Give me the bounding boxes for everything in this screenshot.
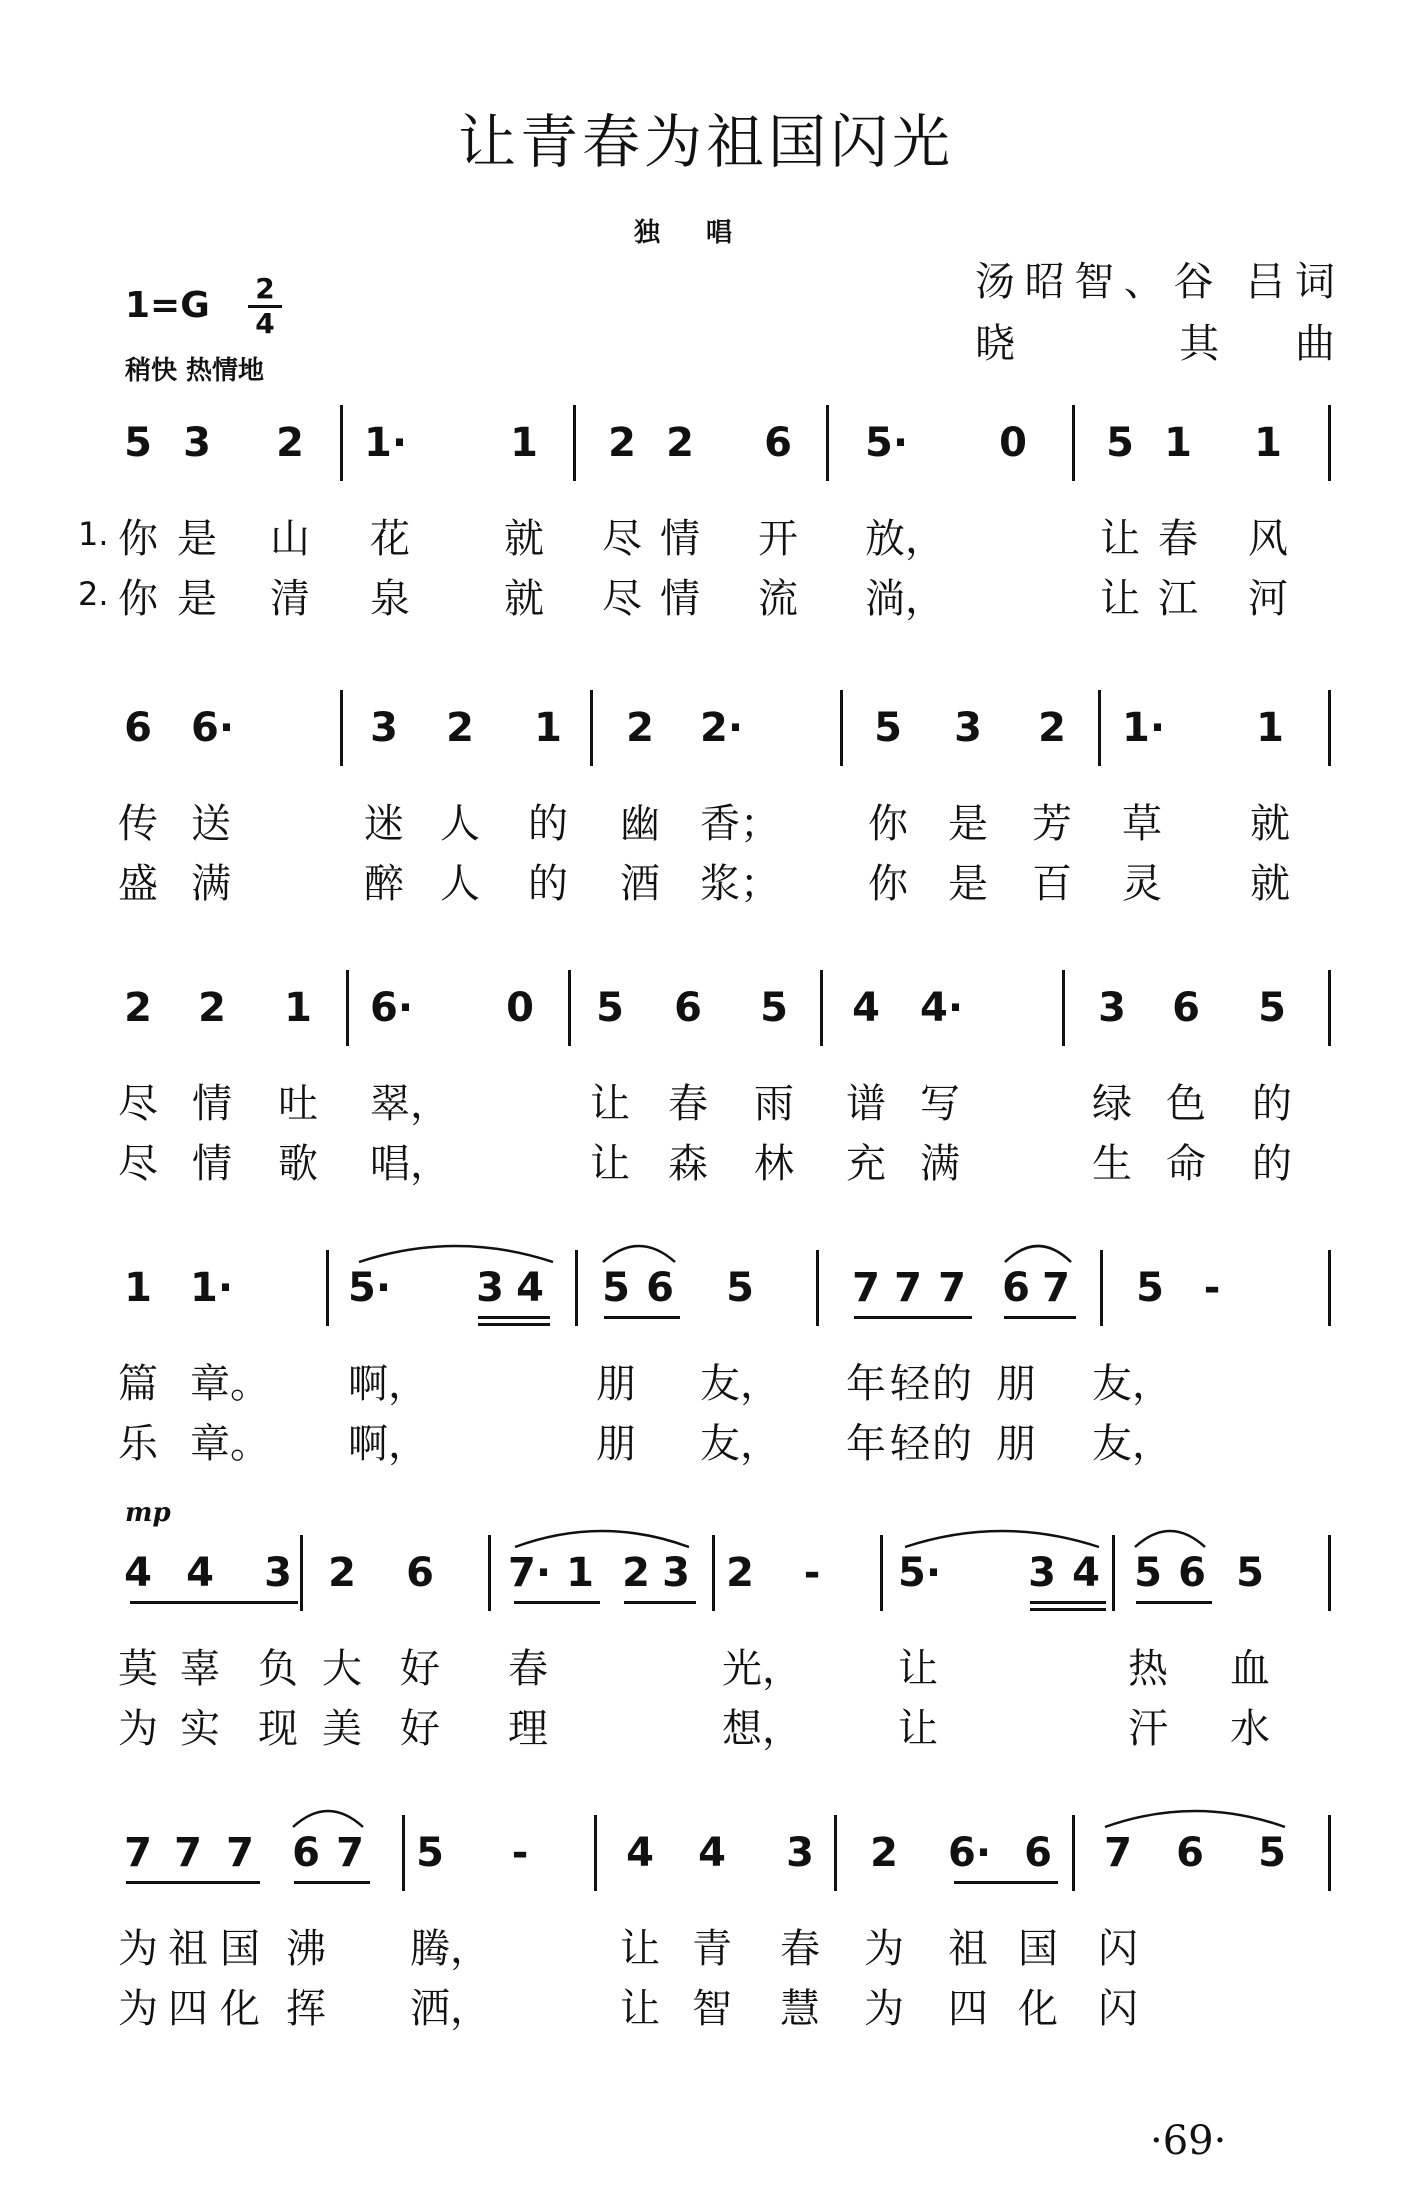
note: 5 <box>874 705 902 751</box>
lyric-char: 让 <box>620 1926 660 1972</box>
lyric-char: 让 <box>1100 516 1140 562</box>
lyric-char: 情 <box>660 576 700 622</box>
lyric-char: 四 <box>168 1986 208 2032</box>
note: 2 <box>608 420 636 466</box>
note: 6 <box>1024 1830 1052 1876</box>
lyric-char: 年 <box>846 1421 886 1467</box>
note: 3 <box>954 705 982 751</box>
note: 2· <box>700 705 744 751</box>
tempo-marking: 稍快 热情地 <box>125 356 265 386</box>
beam-underline <box>126 1881 260 1884</box>
lyric-char: 祖 <box>168 1926 208 1972</box>
score-line-1 <box>0 405 1412 655</box>
lyric-char: 好 <box>400 1646 440 1692</box>
note: 5 <box>596 985 624 1031</box>
note: 3 <box>786 1830 814 1876</box>
lyric-char: 河 <box>1248 576 1288 622</box>
barline <box>1062 970 1065 1046</box>
lyric-char: 花 <box>370 516 410 562</box>
note: 3 <box>476 1265 504 1311</box>
lyric-char: 让 <box>590 1141 630 1187</box>
lyric-char: 香； <box>700 801 780 847</box>
note: 4 <box>186 1550 214 1596</box>
lyric-char: 让 <box>1100 576 1140 622</box>
lyric-char: 灵 <box>1122 861 1162 907</box>
note: 5 <box>416 1830 444 1876</box>
note: 6 <box>764 420 792 466</box>
note: 1· <box>1122 705 1166 751</box>
note: 2 <box>726 1550 754 1596</box>
lyric-char: 青 <box>692 1926 732 1972</box>
lyric-char: 国 <box>220 1926 260 1972</box>
lyric-char: 你 <box>118 516 158 562</box>
score-line-5 <box>0 1535 1412 1785</box>
note: 1 <box>510 420 538 466</box>
note: 6 <box>646 1265 674 1311</box>
lyric-char: 是 <box>948 861 988 907</box>
page-number: ·69· <box>1150 2118 1227 2164</box>
note: 5 <box>760 985 788 1031</box>
slur <box>601 1236 677 1266</box>
lyric-char: 为 <box>118 1926 158 1972</box>
lyric-char: 为 <box>864 1926 904 1972</box>
song-title: 让青春为祖国闪光 <box>457 108 954 176</box>
lyric-char: 莫 <box>118 1646 158 1692</box>
lyric-char: 流 <box>758 576 798 622</box>
meter-bottom: 4 <box>255 307 275 340</box>
note: 2 <box>1038 705 1066 751</box>
lyric-char: 是 <box>948 801 988 847</box>
beam-underline <box>1004 1316 1076 1319</box>
lyric-char: 轻 <box>890 1361 930 1407</box>
lyric-char: 色 <box>1166 1081 1206 1127</box>
note: 5 <box>1134 1550 1162 1596</box>
lyric-char: 人 <box>440 801 480 847</box>
note: 7 <box>174 1830 202 1876</box>
barline <box>1072 405 1075 481</box>
note: 5· <box>348 1265 392 1311</box>
lyric-char: 满 <box>191 861 231 907</box>
beam-underline <box>624 1601 696 1604</box>
lyric-char: 想， <box>722 1706 802 1752</box>
lyric-char: 淌， <box>865 576 945 622</box>
lyric-char: 春 <box>780 1926 820 1972</box>
lyric-char: 洒， <box>410 1986 490 2032</box>
score-line-2 <box>0 690 1412 940</box>
note: 6· <box>370 985 414 1031</box>
lyric-char: 的 <box>932 1421 972 1467</box>
lyric-char: 的 <box>528 861 568 907</box>
note: 3 <box>662 1550 690 1596</box>
lyric-char: 让 <box>898 1706 938 1752</box>
lyric-char: 春 <box>668 1081 708 1127</box>
barline <box>575 1250 578 1326</box>
slur <box>1133 1521 1207 1551</box>
lyric-char: 风 <box>1248 516 1288 562</box>
note: 2 <box>622 1550 650 1596</box>
score-line-6 <box>0 1815 1412 2065</box>
lyric-char: 就 <box>1250 861 1290 907</box>
barline <box>826 405 829 481</box>
lyric-char: 光， <box>722 1646 802 1692</box>
barline <box>1328 690 1331 766</box>
lyric-char: 化 <box>220 1986 260 2032</box>
lyric-char: 传 <box>118 801 158 847</box>
barline <box>1328 1250 1331 1326</box>
note: 7 <box>226 1830 254 1876</box>
note: 0 <box>999 420 1027 466</box>
lyric-char: 沸 <box>286 1926 326 1972</box>
note: 4 <box>626 1830 654 1876</box>
lyric-char: 情 <box>660 516 700 562</box>
note: 0 <box>506 985 534 1031</box>
lyric-char: 篇 <box>118 1361 158 1407</box>
note: 6 <box>124 705 152 751</box>
beam-underline <box>1030 1601 1106 1604</box>
lyric-char: 友， <box>700 1421 780 1467</box>
verse-number: 1. <box>78 515 109 553</box>
beam-underline <box>1136 1601 1212 1604</box>
lyric-char: 血 <box>1230 1646 1270 1692</box>
barline <box>340 405 343 481</box>
barline <box>834 1815 837 1891</box>
note: 1 <box>124 1265 152 1311</box>
beam-underline <box>1030 1608 1106 1611</box>
lyric-char: 就 <box>1250 801 1290 847</box>
note: 2 <box>198 985 226 1031</box>
lyric-char: 尽 <box>118 1081 158 1127</box>
lyric-char: 大 <box>322 1646 362 1692</box>
note: - <box>1203 1265 1221 1311</box>
lyric-char: 幽 <box>620 801 660 847</box>
slur <box>291 1801 365 1831</box>
beam-underline <box>854 1316 972 1319</box>
lyric-char: 酒 <box>620 861 660 907</box>
genre-label: 独唱 <box>633 218 778 248</box>
lyric-char: 朋 <box>996 1361 1036 1407</box>
lyric-char: 写 <box>920 1081 960 1127</box>
note: 6 <box>406 1550 434 1596</box>
lyric-char: 挥 <box>286 1986 326 2032</box>
note: 3 <box>370 705 398 751</box>
note: 6 <box>292 1830 320 1876</box>
lyric-char: 的 <box>528 801 568 847</box>
note: 2 <box>446 705 474 751</box>
lyric-char: 的 <box>1252 1141 1292 1187</box>
barline <box>712 1535 715 1611</box>
lyric-char: 实 <box>180 1706 220 1752</box>
lyric-char: 朋 <box>996 1421 1036 1467</box>
note: 6 <box>674 985 702 1031</box>
note: 6· <box>191 705 235 751</box>
note: 5 <box>602 1265 630 1311</box>
note: 1 <box>1164 420 1192 466</box>
note: 5· <box>898 1550 942 1596</box>
lyric-char: 人 <box>440 861 480 907</box>
note: 2 <box>626 705 654 751</box>
lyric-char: 年 <box>846 1361 886 1407</box>
lyric-char: 啊， <box>348 1421 428 1467</box>
note: 2 <box>666 420 694 466</box>
barline <box>816 1250 819 1326</box>
lyric-char: 歌 <box>278 1141 318 1187</box>
barline <box>840 690 843 766</box>
barline <box>573 405 576 481</box>
lyric-char: 是 <box>177 516 217 562</box>
composer-credit: 晓 其曲 <box>975 321 1335 367</box>
note: 1· <box>364 420 408 466</box>
lyric-char: 吐 <box>278 1081 318 1127</box>
lyric-char: 闪 <box>1098 1926 1138 1972</box>
lyric-char: 春 <box>1158 516 1198 562</box>
note: 6 <box>1002 1265 1030 1311</box>
time-signature <box>248 274 282 339</box>
lyric-char: 友， <box>1092 1421 1172 1467</box>
note: 5 <box>124 420 152 466</box>
note: 4 <box>1072 1550 1100 1596</box>
lyric-char: 你 <box>118 576 158 622</box>
note: 6· <box>948 1830 992 1876</box>
slur <box>1103 1801 1287 1831</box>
note: 3 <box>183 420 211 466</box>
lyric-char: 啊， <box>348 1361 428 1407</box>
lyric-char: 的 <box>932 1361 972 1407</box>
beam-underline <box>478 1323 550 1326</box>
note: 1· <box>190 1265 234 1311</box>
lyric-char: 生 <box>1092 1141 1132 1187</box>
barline <box>326 1250 329 1326</box>
lyric-char: 友， <box>700 1361 780 1407</box>
lyric-char: 让 <box>898 1646 938 1692</box>
lyric-char: 理 <box>508 1706 548 1752</box>
note: 1 <box>1254 420 1282 466</box>
barline <box>1098 690 1101 766</box>
lyric-char: 为 <box>118 1986 158 2032</box>
slur <box>1003 1236 1073 1266</box>
lyric-char: 泉 <box>370 576 410 622</box>
barline <box>1100 1250 1103 1326</box>
note: 5 <box>1136 1265 1164 1311</box>
lyric-char: 尽 <box>602 576 642 622</box>
note: 7 <box>1042 1265 1070 1311</box>
slur <box>903 1521 1101 1551</box>
beam-underline <box>478 1316 550 1319</box>
lyric-char: 江 <box>1158 576 1198 622</box>
note: 4 <box>124 1550 152 1596</box>
lyric-char: 春 <box>508 1646 548 1692</box>
lyric-char: 友， <box>1092 1361 1172 1407</box>
lyric-char: 章。 <box>190 1421 270 1467</box>
lyric-char: 是 <box>177 576 217 622</box>
lyric-char: 你 <box>868 861 908 907</box>
lyric-char: 醉 <box>364 861 404 907</box>
lyric-char: 让 <box>590 1081 630 1127</box>
barline <box>402 1815 405 1891</box>
note: 3 <box>1028 1550 1056 1596</box>
lyric-char: 祖 <box>948 1926 988 1972</box>
lyric-char: 尽 <box>118 1141 158 1187</box>
barline <box>1328 1815 1331 1891</box>
lyric-char: 水 <box>1230 1706 1270 1752</box>
lyric-char: 清 <box>270 576 310 622</box>
lyric-char: 尽 <box>602 516 642 562</box>
note: 4 <box>698 1830 726 1876</box>
lyric-char: 芳 <box>1032 801 1072 847</box>
lyric-char: 的 <box>1252 1081 1292 1127</box>
lyric-char: 好 <box>400 1706 440 1752</box>
lyric-char: 辜 <box>180 1646 220 1692</box>
note: 7 <box>894 1265 922 1311</box>
score-line-3 <box>0 970 1412 1220</box>
note: 3 <box>264 1550 292 1596</box>
note: 5 <box>1258 985 1286 1031</box>
key-signature: 1=G <box>125 285 210 326</box>
lyric-char: 迷 <box>364 801 404 847</box>
note: 5 <box>1236 1550 1264 1596</box>
barline <box>594 1815 597 1891</box>
note: 5· <box>865 420 909 466</box>
barline <box>340 690 343 766</box>
slur <box>513 1521 691 1551</box>
lyric-char: 绿 <box>1092 1081 1132 1127</box>
note: 4· <box>920 985 964 1031</box>
lyric-char: 热 <box>1128 1646 1168 1692</box>
barline <box>1328 405 1331 481</box>
lyric-char: 乐 <box>118 1421 158 1467</box>
note: 5 <box>1106 420 1134 466</box>
barline <box>1328 970 1331 1046</box>
note: 6 <box>1172 985 1200 1031</box>
note: 7 <box>938 1265 966 1311</box>
lyric-char: 开 <box>758 516 798 562</box>
lyric-char: 山 <box>270 516 310 562</box>
note: 1 <box>284 985 312 1031</box>
note: 1 <box>1256 705 1284 751</box>
lyric-char: 为 <box>118 1706 158 1752</box>
lyric-char: 翠， <box>370 1081 450 1127</box>
lyric-char: 充 <box>846 1141 886 1187</box>
lyric-char: 美 <box>322 1706 362 1752</box>
barline <box>346 970 349 1046</box>
note: 3 <box>1098 985 1126 1031</box>
dynamic-marking: mp <box>125 1498 171 1528</box>
barline <box>1112 1535 1115 1611</box>
lyric-char: 满 <box>920 1141 960 1187</box>
note: 2 <box>870 1830 898 1876</box>
slur <box>357 1236 555 1266</box>
verse-number: 2. <box>78 575 109 613</box>
lyric-char: 汗 <box>1128 1706 1168 1752</box>
lyric-char: 就 <box>504 576 544 622</box>
note: - <box>511 1830 529 1876</box>
lyricist-credit: 汤昭智、谷 吕词 <box>975 259 1335 305</box>
beam-underline <box>604 1316 680 1319</box>
lyric-char: 你 <box>868 801 908 847</box>
barline <box>568 970 571 1046</box>
lyric-char: 腾， <box>410 1926 490 1972</box>
lyric-char: 朋 <box>596 1421 636 1467</box>
lyric-char: 情 <box>192 1141 232 1187</box>
lyric-char: 朋 <box>596 1361 636 1407</box>
lyric-char: 负 <box>258 1646 298 1692</box>
lyric-char: 放， <box>865 516 945 562</box>
note: 6 <box>1178 1550 1206 1596</box>
note: 4 <box>516 1265 544 1311</box>
note: 1 <box>566 1550 594 1596</box>
lyric-char: 盛 <box>118 861 158 907</box>
lyric-char: 唱， <box>370 1141 450 1187</box>
lyric-char: 化 <box>1018 1986 1058 2032</box>
lyric-char: 草 <box>1122 801 1162 847</box>
note: 4 <box>852 985 880 1031</box>
lyric-char: 智 <box>692 1986 732 2032</box>
note: 2 <box>124 985 152 1031</box>
note: - <box>803 1550 821 1596</box>
lyric-char: 慧 <box>780 1986 820 2032</box>
note: 5 <box>726 1265 754 1311</box>
lyric-char: 雨 <box>754 1081 794 1127</box>
note: 7 <box>336 1830 364 1876</box>
lyric-char: 让 <box>620 1986 660 2032</box>
note: 2 <box>276 420 304 466</box>
note: 7 <box>124 1830 152 1876</box>
lyric-char: 情 <box>192 1081 232 1127</box>
note: 6 <box>1176 1830 1204 1876</box>
note: 2 <box>328 1550 356 1596</box>
lyric-char: 百 <box>1032 861 1072 907</box>
barline <box>820 970 823 1046</box>
barline <box>1072 1815 1075 1891</box>
barline <box>1328 1535 1331 1611</box>
lyric-char: 章。 <box>190 1361 270 1407</box>
lyric-char: 四 <box>948 1986 988 2032</box>
lyric-char: 国 <box>1018 1926 1058 1972</box>
note: 1 <box>534 705 562 751</box>
note: 7 <box>852 1265 880 1311</box>
barline <box>880 1535 883 1611</box>
barline <box>488 1535 491 1611</box>
lyric-char: 谱 <box>846 1081 886 1127</box>
score-line-4 <box>0 1250 1412 1500</box>
beam-underline <box>514 1601 600 1604</box>
lyric-char: 浆； <box>700 861 780 907</box>
beam-underline <box>954 1881 1058 1884</box>
note: 7· <box>508 1550 552 1596</box>
lyric-char: 轻 <box>890 1421 930 1467</box>
beam-underline <box>130 1601 298 1604</box>
note: 5 <box>1258 1830 1286 1876</box>
lyric-char: 命 <box>1166 1141 1206 1187</box>
lyric-char: 闪 <box>1098 1986 1138 2032</box>
beam-underline <box>294 1881 370 1884</box>
note: 7 <box>1104 1830 1132 1876</box>
lyric-char: 就 <box>504 516 544 562</box>
meter-top: 2 <box>255 272 275 305</box>
lyric-char: 现 <box>258 1706 298 1752</box>
lyric-char: 森 <box>668 1141 708 1187</box>
barline <box>300 1535 303 1611</box>
lyric-char: 送 <box>191 801 231 847</box>
lyric-char: 林 <box>754 1141 794 1187</box>
barline <box>590 690 593 766</box>
lyric-char: 为 <box>864 1986 904 2032</box>
